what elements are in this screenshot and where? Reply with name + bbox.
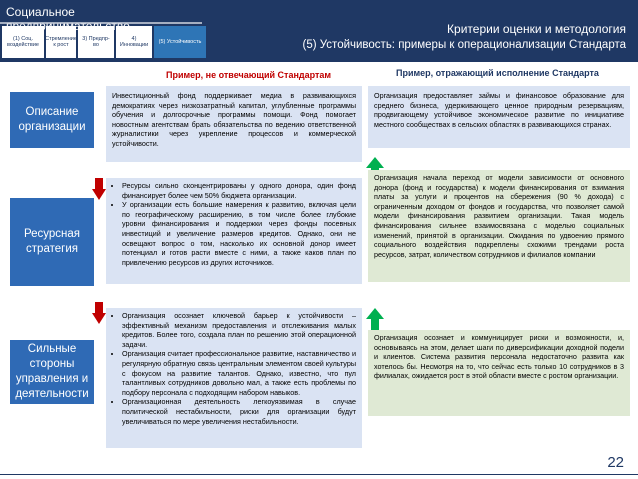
positive-column-heading: Пример, отражающий исполнение Стандарта [396, 68, 599, 78]
positive-description-box: Организация предоставляет займы и финансовое образование для среднего бизнеса, удерживающего ценное природным резервациям, продвигающему устойчивое экономическое развитие по инициативе местного сообществах в сельских областях в развивающихся странах. [368, 86, 630, 148]
footer-line [0, 474, 638, 475]
brand-divider [0, 22, 202, 24]
page-subtitle: (5) Устойчивость: примеры к операционализации Стандарта [302, 39, 626, 51]
list-item: • Организация считает профессиональное развитие, наставничество и регулярную обратную связь центральным элементом своей культуры с фокусом на развитие талантов. Однако, известно, что пул талантливых сотрудников довольно мал, а также есть проблемы по подбору персонала с подходящим набором навыков. [122, 349, 356, 397]
tab-innovation[interactable]: 4) Инновации [116, 26, 152, 58]
negative-description-box: Инвестиционный фонд поддерживает медиа в развивающихся демократиях через низкозатратный капитал, углубленные программы обучения и долгосрочные программы помощи. Фонд помогает новостным агентствам брать обязательства по ведению ответственной журналистики через укрепление процессов и коммерческой устойчивости. [106, 86, 362, 162]
negative-column-heading: Пример, не отвечающий Стандартам [166, 70, 332, 80]
arrow-down-icon [92, 178, 106, 200]
page-title: Критерии оценки и методология [447, 22, 626, 36]
tab-sustainability[interactable]: (5) Устойчивость [154, 26, 206, 58]
brand-title: Социальное [0, 0, 202, 22]
negative-resource-box [106, 178, 362, 284]
list-item: • Организационная деятельность легкоуязвимая в случае политической нестабильности, риски для организации будут увеличиваться по мере увеличения нестабильности. [122, 397, 356, 426]
section-tabs [2, 26, 206, 58]
tab-growth[interactable]: Стремление к рост [46, 26, 76, 58]
tab-entrepreneurship[interactable]: 3) Предпр-во [78, 26, 114, 58]
tab-social-impact[interactable]: (1) Соц. воздействие [2, 26, 44, 58]
row-label-resource-strategy: Ресурсная стратегия [10, 198, 94, 286]
positive-resource-box: Организация начала переход от модели зависимости от основного донора (фонд и государства) к модели финансирования от взимания платы за услуги и процентов на сбережения (90 % дохода) с ограниченным доходом от фондов и государства, что позволяет самой модели финансирования развитием организации. Такая модель финансирования сильнее взаимосвязана с моделью социальных изменений, принятой в организации. Ожидания по удвоению прямого социального воздействия подкреплены схожими трендами роста ресурсов, затрат, количеством сотрудников и филиалов компании [368, 170, 630, 282]
positive-management-box: Организация осознает и коммуницирует риски и возможности, и, основываясь на этом, делает шаги по диверсификации доходной подели и клиентов. Система развития персонала недостаточно развита как хотелось бы. Несмотря на то, что сейчас есть только 10 сотрудников в 3 филиалах, ожидается рост в этой области вместе с ростом организации. [368, 330, 630, 416]
negative-management-box [106, 308, 362, 448]
row-label-description: Описание организации [10, 92, 94, 148]
list-item: • Организация осознает ключевой барьер к устойчивости – эффективный механизм предоставления и отслеживания малых кредитов. Более того, создала план по решению этой операционной задачи. [122, 311, 356, 349]
page-number: 22 [607, 454, 624, 471]
list-item: • Ресурсы сильно сконцентрированы у одного донора, один фонд финансирует более чем 50% бюджета организации. [122, 181, 356, 200]
arrow-up-icon [366, 308, 384, 330]
row-label-management-strengths: Сильные стороны управления и деятельности [10, 340, 94, 404]
arrow-down-icon [92, 302, 106, 324]
list-item: • У организации есть большие намерения к развитию, включая цели по географическому расширению, в том числе более глубокие уровни финансирования и поддержки через фонды посевных инвестиций и увеличение размеров кредитов. Однако, они не освещают вопрос о том, насколько их основной донор имеет потенциал и готов расти вместе с ними, а также каков план по привлечению ресурсов из других источников. [122, 200, 356, 267]
